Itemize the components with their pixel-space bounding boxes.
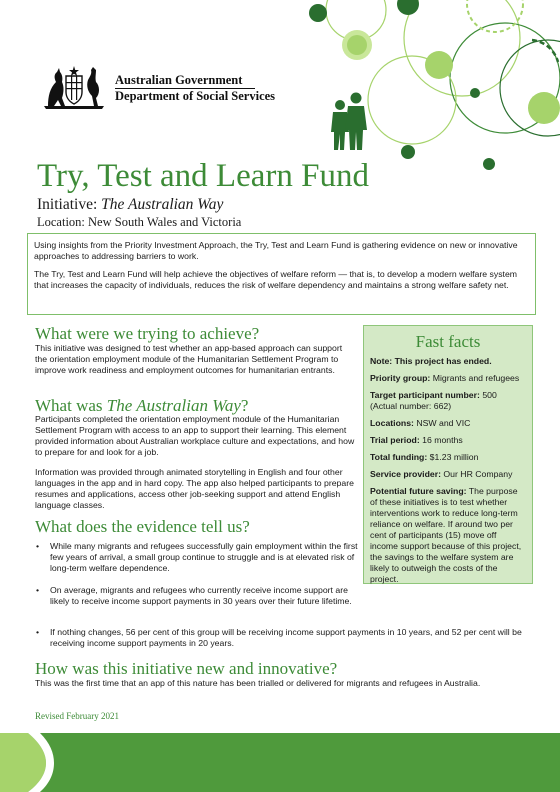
initiative-line <box>37 196 223 214</box>
achieve-text: This initiative was designed to test whether an app-based approach can support the orientation employment module of the Humanitarian Settlement Program to improve work readiness and employment outcomes for humanitarian entrants. <box>35 343 343 375</box>
decor-dot <box>309 4 327 22</box>
what-text-2: Information was provided through animated storytelling in English and four other languages in the app and in hard copy. The app also helped participants to prepare resumes and applications, access other job-seeking support and attend English language classes. <box>35 467 354 510</box>
decorative-circles-graphic <box>300 0 560 175</box>
fact-item <box>370 469 526 480</box>
department-name: Department of Social Services <box>115 89 276 103</box>
bullet-text: On average, migrants and refugees who currently receive income support are likely to receive income support payments in 30 years over their future lifetime. <box>50 585 352 606</box>
fact-value: $1.23 million <box>427 452 479 462</box>
page-title: Try, Test and Learn Fund <box>37 158 369 194</box>
innovative-text: This was the first time that an app of this nature has been trialled or delivered for migrants and refugees in Australia. <box>35 678 481 688</box>
fact-label: Potential future saving: <box>370 486 467 496</box>
decor-arc <box>532 40 558 62</box>
initiative-name: The Australian Way <box>101 196 224 213</box>
decor-dot <box>401 145 415 159</box>
revised-date: Revised February 2021 <box>35 711 119 721</box>
section-heading-what <box>35 396 248 415</box>
fact-value: Migrants and refugees <box>430 373 520 383</box>
what-text-1: Participants completed the orientation employment module of the Humanitarian Settlement Program with access to an app to support their learning. This element provided information about Australian workplace culture and expectations, and how to prepare for and look for a job. <box>35 414 355 457</box>
what-heading-name: The Australian Way <box>106 396 241 415</box>
fact-note <box>370 356 526 367</box>
what-heading-prefix: What was <box>35 396 107 415</box>
fast-facts-title: Fast facts <box>415 332 481 351</box>
fact-item <box>370 486 526 585</box>
coat-of-arms-icon <box>38 62 110 110</box>
fact-item <box>370 435 526 446</box>
government-logo <box>38 62 276 112</box>
fact-item <box>370 373 526 384</box>
fact-label: Locations: <box>370 418 414 428</box>
bullet-glyph: • <box>36 585 40 595</box>
decor-dot <box>483 158 495 170</box>
fact-label: Priority group: <box>370 373 431 383</box>
fact-value: 16 months <box>419 435 463 445</box>
fact-item <box>370 390 526 412</box>
people-silhouette-icon <box>331 93 367 151</box>
decor-dot <box>397 0 419 15</box>
fact-note-text: Note: This project has ended. <box>370 356 492 366</box>
fact-value: The purpose of these initiatives is to test whether interventions work to reduce long-term reliance on welfare. If around two per cent of participants (15) move off income support because of this project, the savings to the welfare system are likely to outweigh the costs of the project. <box>370 486 522 584</box>
fact-value: NSW and VIC <box>413 418 471 428</box>
fact-value: Our HR Company <box>440 469 513 479</box>
bullet-glyph: • <box>36 627 40 637</box>
footer-band <box>0 733 560 792</box>
what-heading-suffix: ? <box>240 396 249 415</box>
fact-label: Trial period: <box>370 435 420 445</box>
decor-dot <box>425 51 453 79</box>
fact-item <box>370 418 526 429</box>
fact-label: Service provider: <box>370 469 441 479</box>
bullet-text: While many migrants and refugees successfully gain employment within the first few years of arrival, a small group continue to struggle and is at elevated risk of long-term welfare dependence. <box>50 541 358 573</box>
fact-value: 500 (Actual number: 662) <box>370 390 497 411</box>
section-heading-achieve: What were we trying to achieve? <box>35 324 260 343</box>
decor-circle <box>404 0 520 96</box>
section-heading-innovative: How was this initiative new and innovative? <box>35 659 338 678</box>
decor-circle <box>467 0 523 32</box>
intro-paragraph: Using insights from the Priority Investment Approach, the Try, Test and Learn Fund is gathering evidence on new or innovative approaches to addressing barriers to work. <box>34 240 518 261</box>
location-line: Location: New South Wales and Victoria <box>37 215 242 229</box>
fast-facts-panel <box>363 325 533 584</box>
decor-dot <box>347 35 367 55</box>
header-divider <box>115 88 255 89</box>
initiative-label: Initiative: <box>37 196 102 213</box>
decor-dot <box>528 92 560 124</box>
decor-dot <box>470 88 480 98</box>
bullet-text: If nothing changes, 56 per cent of this group will be receiving income support payments in 10 years, and 52 per cent will be receiving income support payments in 20 years. <box>50 627 522 648</box>
government-name: Australian Government <box>115 73 243 87</box>
intro-box <box>27 233 536 315</box>
section-heading-evidence: What does the evidence tell us? <box>35 517 250 536</box>
fact-item <box>370 452 526 463</box>
fact-label: Target participant number: <box>370 390 480 400</box>
bullet-glyph: • <box>36 541 40 551</box>
intro-paragraph: The Try, Test and Learn Fund will help achieve the objectives of welfare reform — that is, to develop a modern welfare system that increases the capacity of individuals, reduces the risk of welfare dependency and maintains a strong welfare safety net. <box>34 269 518 290</box>
fact-label: Total funding: <box>370 452 428 462</box>
